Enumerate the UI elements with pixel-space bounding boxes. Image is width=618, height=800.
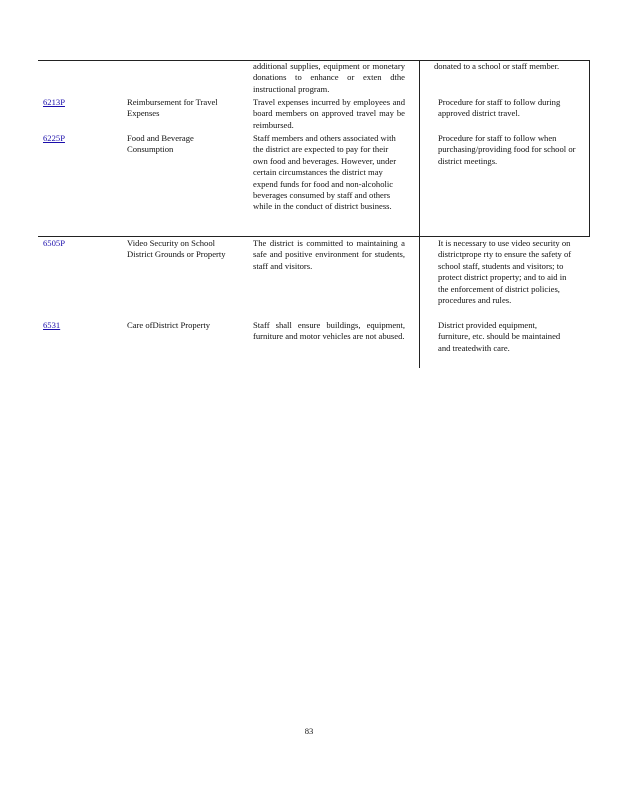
- policy-code-link[interactable]: 6531: [43, 320, 61, 330]
- policy-title: Video Security on School District Grounds or Property: [127, 238, 226, 260]
- page-number: 83: [304, 726, 314, 736]
- policy-description: Staff shall ensure buildings, equipment, furniture and motor vehicles are not abused.: [253, 320, 405, 342]
- policy-title: Reimbursement for Travel Expenses: [127, 97, 218, 119]
- column-divider: [419, 60, 420, 368]
- policy-notes: Procedure for staff to follow during approved district travel.: [438, 97, 561, 119]
- continued-description: additional supplies, equipment or monetary donations to enhance or exten dthe instructional program.: [253, 61, 405, 94]
- policy-code-link[interactable]: 6505P: [43, 238, 65, 248]
- policy-notes: It is necessary to use video security on districtprope rty to ensure the safety of school staff, students and visitors; to protect district property; and to aid in the enforcement of district policies, procedures and rules.: [438, 238, 572, 306]
- policy-description: The district is committed to maintaining a safe and positive environment for students, staff and visitors.: [253, 238, 405, 271]
- policy-table: [38, 60, 590, 370]
- policy-description: Staff members and others associated with the district are expected to pay for their own food and beverages. However, under certain circumstances the district may expend funds for food and non-alcoholic beverages consumed by staff and others while in the conduct of district business.: [253, 133, 397, 212]
- table-right-border: [589, 60, 590, 236]
- policy-title: Food and Beverage Consumption: [127, 133, 194, 155]
- continued-notes: donated to a school or staff member.: [434, 61, 560, 71]
- table-row-divider: [38, 236, 590, 237]
- policy-code-link[interactable]: 6213P: [43, 97, 65, 107]
- policy-description: Travel expenses incurred by employees and board members on approved travel may be reimbursed.: [253, 97, 405, 130]
- policy-notes: District provided equipment, furniture, etc. should be maintained and treatedwith care.: [438, 320, 561, 353]
- policy-code-link[interactable]: 6225P: [43, 133, 65, 143]
- policy-title: Care ofDistrict Property: [127, 320, 211, 330]
- policy-notes: Procedure for staff to follow when purchasing/providing food for school or district meetings.: [438, 133, 576, 166]
